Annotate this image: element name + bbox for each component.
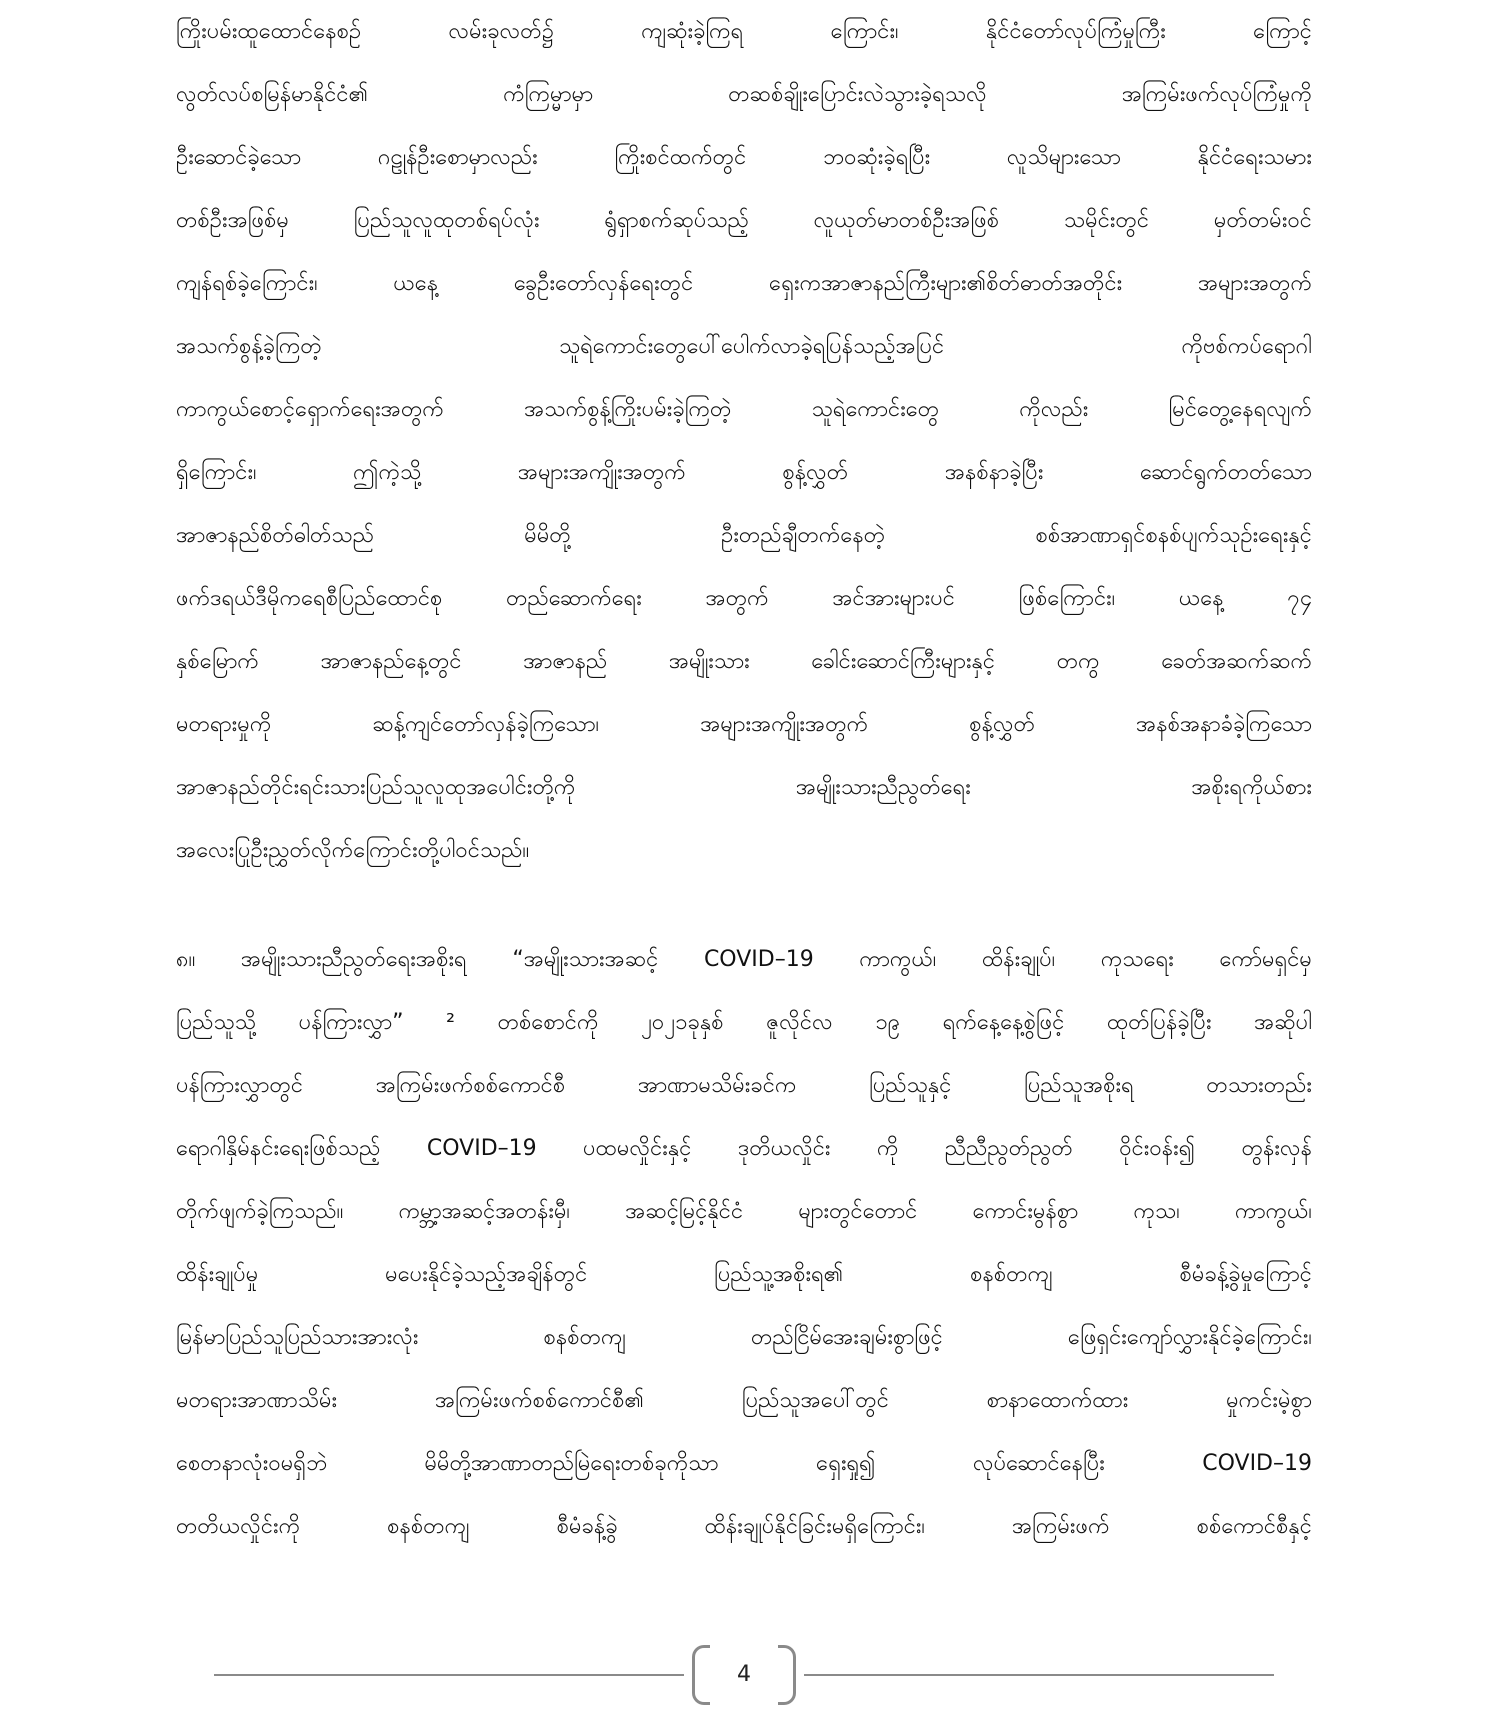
text-line: မတရားအာဏာသိမ်း အကြမ်းဖက်စစ်ကောင်စီ၏ ပြည်သူအပေါ်တွင် စာနာထောက်ထား မှုကင်းမဲ့စွာ [176,1388,1312,1413]
text-line: ကျန်ရစ်ခဲ့ကြောင်း၊ ယနေ့ ခွေဦးတော်လှန်ရေးတွင် ရှေးကအာဇာနည်ကြီးများ၏စိတ်ဓာတ်အတိုင်း အများအတွက် [176,271,1312,296]
text-line: တတိယလှိုင်းကို စနစ်တကျ စီမံခန့်ခွဲ ထိန်းချုပ်နိုင်ခြင်းမရှိကြောင်း၊ အကြမ်းဖက် စစ်ကောင်စီနှင့် [176,1514,1312,1539]
text-line: မြန်မာပြည်သူပြည်သားအားလုံး စနစ်တကျ တည်ငြိမ်အေးချမ်းစွာဖြင့် ဖြေရှင်းကျော်လွှားနိုင်ခဲ့ကြောင်း၊ [176,1325,1312,1350]
text-line: နှစ်မြောက် အာဇာနည်နေ့တွင် အာဇာနည် အမျိုးသား ခေါင်းဆောင်ကြီးများနှင့် တကွ ခေတ်အဆက်ဆက် [176,649,1312,674]
right-brace-icon [778,1645,796,1705]
paragraph-8 [176,928,1312,1558]
text-line: ပြည်သူသို့ ပန်ကြားလွှာ” ² တစ်စောင်ကို ၂၀၂၁ခုနှစ် ဇူလိုင်လ ၁၉ ရက်နေ့နေ့စွဲဖြင့် ထုတ်ပြန်ခဲ့ပြီး အဆိုပါ [176,1010,1312,1035]
text-line: ရှိကြောင်း၊ ဤကဲ့သို့ အများအကျိုးအတွက် စွန့်လွှတ် အနစ်နာခဲ့ပြီး ဆောင်ရွက်တတ်သော [176,460,1312,485]
page-number: 4 [737,1662,751,1687]
text-line: ပန်ကြားလွှာတွင် အကြမ်းဖက်စစ်ကောင်စီ အာဏာမသိမ်းခင်က ပြည်သူနှင့် ပြည်သူအစိုးရ တသားတည်း [176,1073,1312,1098]
text-line: လွတ်လပ်စမြန်မာနိုင်ငံ၏ ကံကြမ္မာမှာ တဆစ်ချိုးပြောင်းလဲသွားခဲ့ရသလို အကြမ်းဖက်လုပ်ကြံမှုကို [176,82,1312,107]
text-line: ကြိုးပမ်းထူထောင်နေစဉ် လမ်းခုလတ်၌ ကျဆုံးခဲ့ကြရ ကြောင်း၊ နိုင်ငံတော်လုပ်ကြံမှုကြီး ကြောင့် [176,19,1312,44]
text-line: တိုက်ဖျက်ခဲ့ကြသည်။ ကမ္ဘာ့အဆင့်အတန်းမှီ၊ အဆင့်မြင့်နိုင်ငံ များတွင်တောင် ကောင်းမွန်စွာ ကုသ၊ ကာကွယ်၊ [176,1199,1312,1224]
text-line: ရောဂါနှိမ်နင်းရေးဖြစ်သည့် COVID–19 ပထမလှိုင်းနှင့် ဒုတိယလှိုင်း ကို ညီညီညွတ်ညွတ် ဝိုင်းဝန်း၍ တွန်းလှန် [176,1136,1312,1161]
text-line: အလေးပြုဦးညွှတ်လိုက်ကြောင်းတို့ပါဝင်သည်။ [176,838,530,863]
text-line: အာဇာနည်တိုင်းရင်းသားပြည်သူလူထုအပေါင်းတို့ကို အမျိုးသားညီညွတ်ရေး အစိုးရကိုယ်စား [176,775,1312,800]
text-line: ကာကွယ်စောင့်ရှောက်ရေးအတွက် အသက်စွန့်ကြိုးပမ်းခဲ့ကြတဲ့ သူရဲကောင်းတွေ ကိုလည်း မြင်တွေ့နေရလျက် [176,397,1312,422]
left-brace-icon [692,1645,710,1705]
footer-rule-left [214,1674,684,1676]
footer-rule-right [804,1674,1274,1676]
page-footer [214,1645,1274,1705]
paragraph-7-continued [176,0,1312,882]
text-line: စေတနာလုံးဝမရှိဘဲ မိမိတို့အာဏာတည်မြဲရေးတစ်ခုကိုသာ ရှေးရှု၍ လုပ်ဆောင်နေပြီး COVID–19 [176,1451,1312,1476]
text-line: ဦးဆောင်ခဲ့သော ဂဠုန်ဦးစောမှာလည်း ကြိုးစင်ထက်တွင် ဘဝဆုံးခဲ့ရပြီး လူသိများသော နိုင်ငံရေးသမား [176,145,1312,170]
text-line: ဖက်ဒရယ်ဒီမိုကရေစီပြည်ထောင်စု တည်ဆောက်ရေး အတွက် အင်အားများပင် ဖြစ်ကြောင်း၊ ယနေ့ ၇၄ [176,586,1312,611]
text-line: မတရားမှုကို ဆန့်ကျင်တော်လှန်ခဲ့ကြသော၊ အများအကျိုးအတွက် စွန့်လွှတ် အနစ်အနာခံခဲ့ကြသော [176,712,1312,737]
text-line: အသက်စွန့်ခဲ့ကြတဲ့ သူရဲကောင်းတွေပေါ်ပေါက်လာခဲ့ရပြန်သည့်အပြင် ကိုဗစ်ကပ်ရောဂါ [176,334,1312,359]
text-line: တစ်ဦးအဖြစ်မှ ပြည်သူလူထုတစ်ရပ်လုံး ရွံရှာစက်ဆုပ်သည့် လူယုတ်မာတစ်ဦးအဖြစ် သမိုင်းတွင် မှတ်တမ်းဝင် [176,208,1312,233]
text-line: ထိန်းချုပ်မှု မပေးနိုင်ခဲ့သည့်အချိန်တွင် ပြည်သူ့အစိုးရ၏ စနစ်တကျ စီမံခန့်ခွဲမှုကြောင့် [176,1262,1312,1287]
text-line: အာဇာနည်စိတ်ဓါတ်သည် မိမိတို့ ဦးတည်ချီတက်နေတဲ့ စစ်အာဏာရှင်စနစ်ပျက်သုဉ်းရေးနှင့် [176,523,1312,548]
text-line: ၈။ အမျိုးသားညီညွတ်ရေးအစိုးရ “အမျိုးသားအဆင့် COVID–19 ကာကွယ်၊ ထိန်းချုပ်၊ ကုသရေး ကော်မရှင်မှ [176,947,1312,972]
